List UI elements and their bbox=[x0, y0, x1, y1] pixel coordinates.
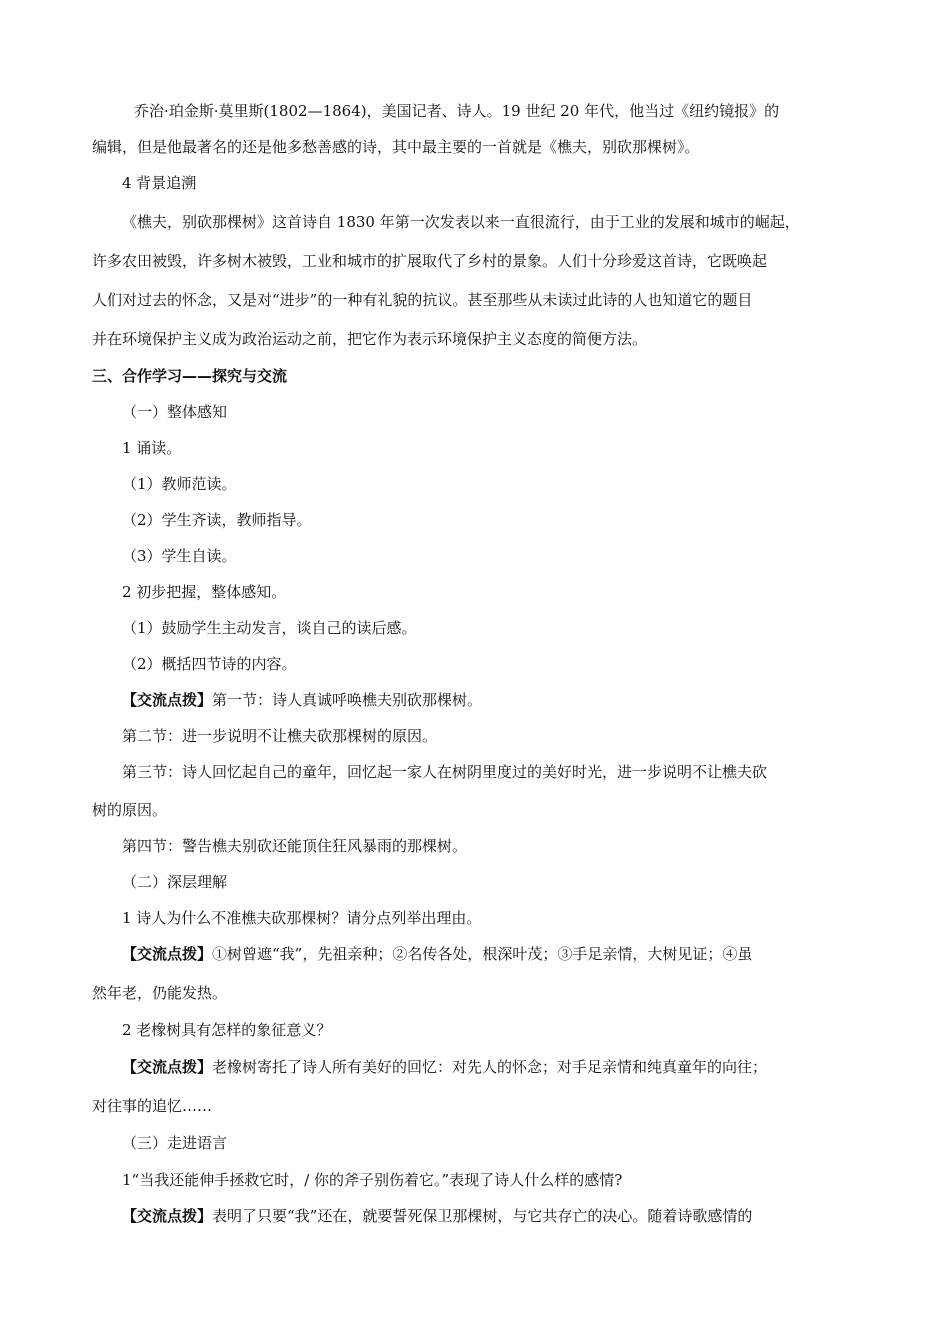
paragraph-line: 树的原因。 bbox=[92, 801, 168, 819]
question-line: 2 老橡树具有怎样的象征意义？ bbox=[122, 1021, 332, 1039]
paragraph-line bbox=[122, 1057, 868, 1077]
list-item: （1）鼓励学生主动发言，谈自己的读后感。 bbox=[122, 619, 417, 637]
section-heading: 三、合作学习——探究与交流 bbox=[92, 367, 288, 385]
section-subheading: 4 背景追溯 bbox=[122, 174, 197, 192]
paragraph-line: 许多农田被毁，许多树木被毁，工业和城市的扩展取代了乡村的景象。人们十分珍爱这首诗，它既唤起 bbox=[92, 252, 768, 270]
paragraph-line: 第二节：进一步说明不让樵夫砍那棵树的原因。 bbox=[122, 727, 438, 745]
exchange-tip-label: 【交流点拨】 bbox=[122, 1058, 213, 1076]
list-item: （1）教师范读。 bbox=[122, 475, 237, 493]
list-item: （2）概括四节诗的内容。 bbox=[122, 655, 297, 673]
paragraph-line: 对往事的追忆…… bbox=[92, 1097, 213, 1115]
paragraph-line: 编辑，但是他最著名的还是他多愁善感的诗，其中最主要的一首就是《樵夫，别砍那棵树》。 bbox=[92, 138, 700, 156]
paragraph-line: 第三节：诗人回忆起自己的童年，回忆起一家人在树阴里度过的美好时光，进一步说明不让樵夫砍 bbox=[122, 763, 768, 781]
list-item: （2）学生齐读，教师指导。 bbox=[122, 511, 312, 529]
sub-heading: （二）深层理解 bbox=[122, 873, 228, 891]
paragraph-line bbox=[122, 944, 868, 964]
line-text: 第一节：诗人真诚呼唤樵夫别砍那棵树。 bbox=[212, 691, 483, 709]
exchange-tip-label: 【交流点拨】 bbox=[122, 1207, 213, 1225]
paragraph-line bbox=[122, 690, 868, 710]
list-item: （3）学生自读。 bbox=[122, 547, 237, 565]
question-line: 1“当我还能伸手拯救它时，/ 你的斧子别伤着它。”表现了诗人什么样的感情? bbox=[122, 1171, 623, 1189]
list-item: 2 初步把握，整体感知。 bbox=[122, 583, 287, 601]
paragraph-line: 并在环境保护主义成为政治运动之前，把它作为表示环境保护主义态度的简便方法。 bbox=[92, 330, 648, 348]
paragraph-line: 乔治·珀金斯·莫里斯(1802—1864)，美国记者、诗人。19 世纪 20 年代，他当过《纽约镜报》的 bbox=[134, 102, 780, 120]
list-item: 1 诵读。 bbox=[122, 439, 182, 457]
paragraph-line: 第四节：警告樵夫别砍还能顶住狂风暴雨的那棵树。 bbox=[122, 837, 468, 855]
sub-heading: （一）整体感知 bbox=[122, 403, 228, 421]
exchange-tip-label: 【交流点拨】 bbox=[122, 691, 213, 709]
paragraph-line: 《樵夫，别砍那棵树》这首诗自 1830 年第一次发表以来一直很流行，由于工业的发展和城市的崛起， bbox=[122, 213, 800, 231]
question-line: 1 诗人为什么不准樵夫砍那棵树？请分点列举出理由。 bbox=[122, 909, 482, 927]
sub-heading: （三）走进语言 bbox=[122, 1134, 228, 1152]
line-text: 表明了只要“我”还在，就要誓死保卫那棵树，与它共存亡的决心。随着诗歌感情的 bbox=[212, 1207, 753, 1225]
exchange-tip-label: 【交流点拨】 bbox=[122, 945, 213, 963]
paragraph-line: 人们对过去的怀念，又是对“进步”的一种有礼貌的抗议。甚至那些从未读过此诗的人也知道它的题目 bbox=[92, 291, 753, 309]
line-text: 老橡树寄托了诗人所有美好的回忆：对先人的怀念；对手足亲情和纯真童年的向往； bbox=[212, 1058, 768, 1076]
paragraph-line: 然年老，仍能发热。 bbox=[92, 984, 228, 1002]
paragraph-line bbox=[122, 1206, 868, 1226]
line-text: ①树曾遮“我”，先祖亲种；②名传各处，根深叶茂；③手足亲情，大树见证；④虽 bbox=[212, 945, 753, 963]
